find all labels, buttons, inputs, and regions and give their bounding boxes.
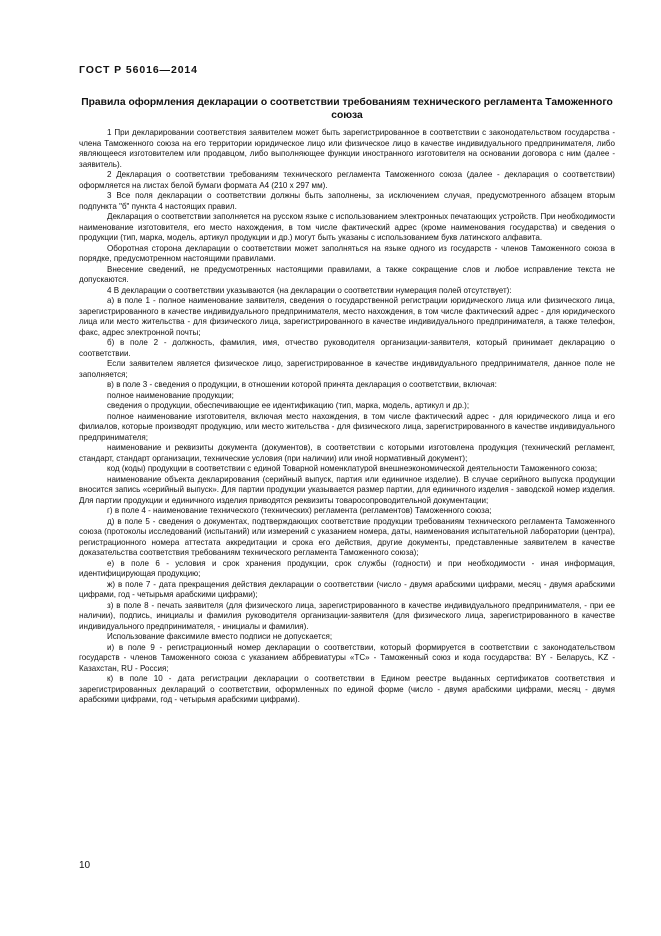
paragraph: Внесение сведений, не предусмотренных настоящими правилами, а также сокращение слов и любое исправление текста не допускаются.: [79, 264, 615, 284]
paragraph: 4 В декларации о соответствии указываются (на декларации о соответствии нумерация полей отсутствует):: [107, 285, 512, 295]
paragraph: к) в поле 10 - дата регистрации декларации о соответствии в Едином реестре выданных сертификатов соответствия и зарегистрированных деклараций о соответствии, оформленных по единой форме (число - двумя арабскими цифрами, месяц - двумя арабскими цифрами, год - четырьмя арабскими цифрами).: [79, 674, 615, 704]
paragraph: полное наименование продукции;: [107, 390, 234, 400]
paragraph: г) в поле 4 - наименование технического (технических) регламента (регламентов) Таможенного союза;: [107, 506, 492, 515]
section-title: Правила оформления декларации о соответствии требованиям технического регламента Таможенного союза: [81, 97, 613, 121]
paragraph: д) в поле 5 - сведения о документах, подтверждающих соответствие продукции требованиям технического регламента Таможенного союза (протоколы исследований (испытаний) или измерений с указанием номера, даты, наименования испытательной лаборатории (центра), регистрационного номера аттестата аккредитации и срока его действия, другие документы, представленные заявителем в качестве доказательства соответствия требованиям технического регламента Таможенного союза);: [79, 516, 615, 557]
paragraph: ж) в поле 7 - дата прекращения действия декларации о соответствии (число - двумя арабскими цифрами, месяц - двумя арабскими цифрами, год - четырьмя арабскими цифрами);: [79, 579, 615, 599]
paragraph: наименование и реквизиты документа (документов), в соответствии с которыми изготовлена продукция (технический регламент, стандарт, стандарт организации, технические условия (при наличии) или иной нормативный документ);: [79, 443, 615, 463]
paragraph: а) в поле 1 - полное наименование заявителя, сведения о государственной регистрации юридического лица или физического лица, зарегистрированного в качестве индивидуального предпринимателя, место нахождения, в том числе фактический адрес - для юридического лица или место жительства - для физического лица, зарегистрированного в качестве индивидуального предпринимателя, а также телефон, факс, адрес электронной почты;: [79, 296, 615, 337]
paragraph: полное наименование изготовителя, включая место нахождения, в том числе фактический адрес - для юридического лица и его филиалов, которые производят продукцию, или место жительства - для физического лица, зарегистрированного в качестве индивидуального предпринимателя;: [79, 411, 615, 442]
paragraph: в) в поле 3 - сведения о продукции, в отношении которой принята декларация о соответствии, включая:: [107, 380, 497, 389]
paragraph: Если заявителем является физическое лицо, зарегистрированное в качестве индивидуального предпринимателя, данное поле не заполняется;: [79, 359, 615, 379]
paragraph: е) в поле 6 - условия и срок хранения продукции, срок службы (годности) и при необходимости - иная информация, идентифицирующая продукцию;: [79, 558, 615, 578]
paragraph: Декларация о соответствии заполняется на русском языке с использованием электронных печатающих устройств. При необходимости наименование изготовителя, его место нахождения, в том числе фактический адрес (кроме наименования государства) и сведения о продукции (тип, марка, модель, артикул продукции и др.) могут быть указаны с использованием букв латинского алфавита.: [79, 212, 615, 242]
paragraph: б) в поле 2 - должность, фамилия, имя, отчество руководителя организации-заявителя, который принимает декларацию о соответствии.: [79, 338, 615, 358]
body-text: [79, 128, 615, 706]
paragraph: Использование факсимиле вместо подписи не допускается;: [107, 632, 333, 641]
page-number: 10: [79, 860, 91, 871]
paragraph: 1 При декларировании соответствия заявителем может быть зарегистрированное в соответствии с законодательством государства - члена Таможенного союза на его территории юридическое лицо или физическое лицо в качестве индивидуального предпринимателя, либо являющееся изготовителем или продавцом, либо выполняющее функции иностранного изготовителя на основании договора с ним (далее - заявитель).: [79, 128, 615, 169]
paragraph: 3 Все поля декларации о соответствии должны быть заполнены, за исключением случая, предусмотренного абзацем вторым подпункта "б" пункта 4 настоящих правил.: [79, 191, 615, 211]
paragraph: и) в поле 9 - регистрационный номер декларации о соответствии, который формируется в соответствии с законодательством государств - членов Таможенного союза с указанием аббревиатуры «ТС» - Таможенный союз и кода государства: BY - Беларусь, KZ - Казахстан, RU - Россия;: [79, 642, 615, 673]
paragraph: наименование объекта декларирования (серийный выпуск, партия или единичное изделие). В случае серийного выпуска продукции вносится запись «серийный выпуск». Для партии продукции указывается размер партии, для единичного изделия - заводской номер изделия. Для партии продукции и единичного изделия приводятся реквизиты товаросопроводительной документации;: [79, 474, 615, 505]
paragraph: з) в поле 8 - печать заявителя (для физического лица, зарегистрированного в качестве индивидуального предпринимателя, - при ее наличии), подпись, инициалы и фамилия руководителя организации-заявителя (для физического лица, зарегистрированного в качестве индивидуального предпринимателя, - инициалы и фамилия).: [79, 600, 615, 631]
paragraph: сведения о продукции, обеспечивающие ее идентификацию (тип, марка, модель, артикул и др.);: [107, 401, 470, 410]
standard-header: ГОСТ Р 56016—2014: [79, 64, 198, 76]
paragraph: Оборотная сторона декларации о соответствии может заполняться на языке одного из государств - членов Таможенного союза в порядке, предусмотренном настоящими правилами.: [79, 243, 615, 263]
paragraph: 2 Декларация о соответствии требованиям технического регламента Таможенного союза (далее - декларация о соответствии) оформляется на листах белой бумаги формата А4 (210 х 297 мм).: [79, 170, 615, 190]
paragraph: код (коды) продукции в соответствии с единой Товарной номенклатурой внешнеэкономической деятельности Таможенного союза;: [107, 464, 598, 473]
